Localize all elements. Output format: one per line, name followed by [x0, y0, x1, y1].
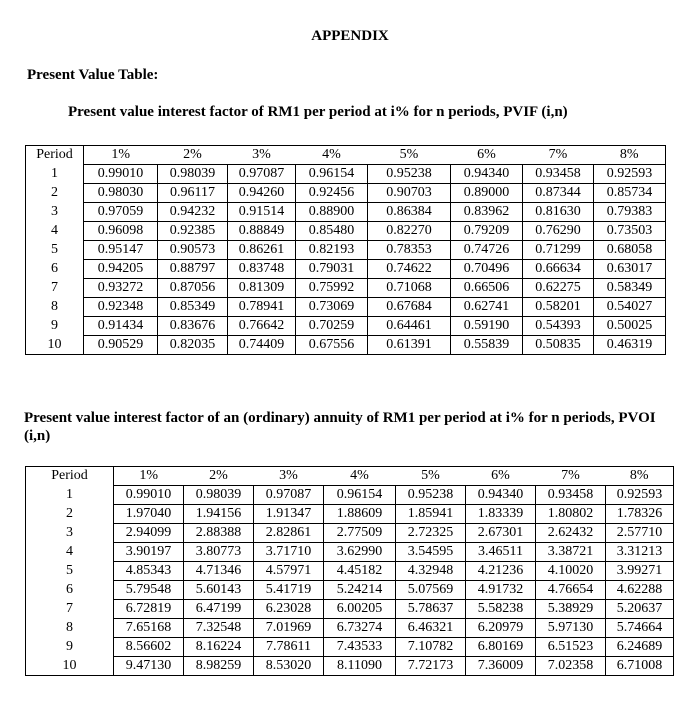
- factor-cell: 4.85343: [114, 562, 184, 581]
- factor-cell: 0.83748: [228, 260, 296, 279]
- factor-cell: 3.71710: [254, 543, 324, 562]
- factor-cell: 0.62741: [451, 298, 523, 317]
- factor-cell: 5.74664: [606, 619, 674, 638]
- factor-cell: 6.00205: [324, 600, 396, 619]
- factor-cell: 6.72819: [114, 600, 184, 619]
- rate-header: 7%: [523, 146, 594, 165]
- rate-header: 8%: [594, 146, 666, 165]
- factor-cell: 0.81309: [228, 279, 296, 298]
- table-row: [26, 505, 674, 524]
- table-row: [26, 298, 666, 317]
- factor-cell: 0.92348: [84, 298, 158, 317]
- rate-header: 4%: [324, 467, 396, 486]
- factor-cell: 0.76290: [523, 222, 594, 241]
- factor-cell: 9.47130: [114, 657, 184, 676]
- period-cell: 2: [26, 184, 84, 203]
- rate-header: 5%: [368, 146, 451, 165]
- factor-cell: 6.80169: [466, 638, 536, 657]
- factor-cell: 4.62288: [606, 581, 674, 600]
- factor-cell: 4.76654: [536, 581, 606, 600]
- factor-cell: 2.72325: [396, 524, 466, 543]
- factor-cell: 0.71068: [368, 279, 451, 298]
- factor-cell: 0.55839: [451, 336, 523, 355]
- period-header: Period: [26, 146, 84, 165]
- factor-cell: 7.65168: [114, 619, 184, 638]
- factor-cell: 0.95147: [84, 241, 158, 260]
- factor-cell: 5.79548: [114, 581, 184, 600]
- factor-cell: 2.77509: [324, 524, 396, 543]
- pvif-table: [25, 145, 666, 355]
- factor-cell: 0.82193: [296, 241, 368, 260]
- table-row: [26, 203, 666, 222]
- pvoi-table: [25, 466, 674, 676]
- factor-cell: 6.51523: [536, 638, 606, 657]
- factor-cell: 0.90703: [368, 184, 451, 203]
- factor-cell: 3.80773: [184, 543, 254, 562]
- rate-header: 1%: [114, 467, 184, 486]
- factor-cell: 2.82861: [254, 524, 324, 543]
- factor-cell: 0.50025: [594, 317, 666, 336]
- factor-cell: 0.66506: [451, 279, 523, 298]
- factor-cell: 0.50835: [523, 336, 594, 355]
- factor-cell: 3.54595: [396, 543, 466, 562]
- rate-header: 7%: [536, 467, 606, 486]
- factor-cell: 0.59190: [451, 317, 523, 336]
- table-row: [26, 638, 674, 657]
- factor-cell: 5.58238: [466, 600, 536, 619]
- factor-cell: 0.87056: [158, 279, 228, 298]
- period-cell: 6: [26, 581, 114, 600]
- rate-header: 3%: [228, 146, 296, 165]
- factor-cell: 7.10782: [396, 638, 466, 657]
- rate-header: 5%: [396, 467, 466, 486]
- factor-cell: 6.20979: [466, 619, 536, 638]
- factor-cell: 0.97059: [84, 203, 158, 222]
- factor-cell: 2.94099: [114, 524, 184, 543]
- pvif-table-caption: Present value interest factor of RM1 per period at i% for n periods, PVIF (i,n): [68, 104, 568, 120]
- period-cell: 3: [26, 524, 114, 543]
- factor-cell: 0.62275: [523, 279, 594, 298]
- period-cell: 1: [26, 165, 84, 184]
- period-cell: 3: [26, 203, 84, 222]
- factor-cell: 0.94340: [466, 486, 536, 505]
- factor-cell: 1.83339: [466, 505, 536, 524]
- table-header-row: [26, 146, 666, 165]
- factor-cell: 0.85734: [594, 184, 666, 203]
- factor-cell: 0.82270: [368, 222, 451, 241]
- factor-cell: 2.57710: [606, 524, 674, 543]
- factor-cell: 2.88388: [184, 524, 254, 543]
- factor-cell: 5.38929: [536, 600, 606, 619]
- rate-header: 3%: [254, 467, 324, 486]
- factor-cell: 7.01969: [254, 619, 324, 638]
- rate-header: 6%: [466, 467, 536, 486]
- period-cell: 10: [26, 657, 114, 676]
- period-cell: 7: [26, 279, 84, 298]
- factor-cell: 8.53020: [254, 657, 324, 676]
- factor-cell: 5.78637: [396, 600, 466, 619]
- factor-cell: 0.87344: [523, 184, 594, 203]
- factor-cell: 0.96154: [296, 165, 368, 184]
- table-row: [26, 336, 666, 355]
- factor-cell: 6.47199: [184, 600, 254, 619]
- period-cell: 4: [26, 543, 114, 562]
- page-title: APPENDIX: [311, 28, 389, 44]
- table-row: [26, 657, 674, 676]
- factor-cell: 6.24689: [606, 638, 674, 657]
- table-row: [26, 581, 674, 600]
- factor-cell: 0.86384: [368, 203, 451, 222]
- factor-cell: 6.46321: [396, 619, 466, 638]
- factor-cell: 0.93458: [523, 165, 594, 184]
- factor-cell: 2.67301: [466, 524, 536, 543]
- factor-cell: 1.78326: [606, 505, 674, 524]
- table-row: [26, 600, 674, 619]
- factor-cell: 1.88609: [324, 505, 396, 524]
- factor-cell: 5.24214: [324, 581, 396, 600]
- factor-cell: 0.74726: [451, 241, 523, 260]
- period-cell: 8: [26, 619, 114, 638]
- factor-cell: 1.91347: [254, 505, 324, 524]
- factor-cell: 0.93458: [536, 486, 606, 505]
- rate-header: 2%: [184, 467, 254, 486]
- factor-cell: 0.92385: [158, 222, 228, 241]
- factor-cell: 4.91732: [466, 581, 536, 600]
- factor-cell: 7.43533: [324, 638, 396, 657]
- rate-header: 6%: [451, 146, 523, 165]
- factor-cell: 7.36009: [466, 657, 536, 676]
- factor-cell: 0.70496: [451, 260, 523, 279]
- period-cell: 2: [26, 505, 114, 524]
- factor-cell: 4.32948: [396, 562, 466, 581]
- period-cell: 8: [26, 298, 84, 317]
- rate-header: 4%: [296, 146, 368, 165]
- factor-cell: 0.94260: [228, 184, 296, 203]
- factor-cell: 0.98039: [184, 486, 254, 505]
- factor-cell: 0.88797: [158, 260, 228, 279]
- table-row: [26, 165, 666, 184]
- factor-cell: 7.32548: [184, 619, 254, 638]
- factor-cell: 0.79031: [296, 260, 368, 279]
- factor-cell: 0.99010: [114, 486, 184, 505]
- factor-cell: 0.67684: [368, 298, 451, 317]
- factor-cell: 0.95238: [396, 486, 466, 505]
- factor-cell: 0.86261: [228, 241, 296, 260]
- factor-cell: 0.83676: [158, 317, 228, 336]
- factor-cell: 5.07569: [396, 581, 466, 600]
- period-cell: 1: [26, 486, 114, 505]
- factor-cell: 1.94156: [184, 505, 254, 524]
- factor-cell: 0.70259: [296, 317, 368, 336]
- factor-cell: 0.73069: [296, 298, 368, 317]
- factor-cell: 8.98259: [184, 657, 254, 676]
- factor-cell: 0.58201: [523, 298, 594, 317]
- period-header: Period: [26, 467, 114, 486]
- period-cell: 7: [26, 600, 114, 619]
- factor-cell: 6.23028: [254, 600, 324, 619]
- factor-cell: 3.62990: [324, 543, 396, 562]
- factor-cell: 0.92593: [606, 486, 674, 505]
- table-row: [26, 222, 666, 241]
- table-row: [26, 279, 666, 298]
- factor-cell: 0.95238: [368, 165, 451, 184]
- factor-cell: 0.85349: [158, 298, 228, 317]
- factor-cell: 0.74409: [228, 336, 296, 355]
- factor-cell: 0.67556: [296, 336, 368, 355]
- table-row: [26, 543, 674, 562]
- period-cell: 9: [26, 317, 84, 336]
- pvoi-table-caption: Present value interest factor of an (ordinary) annuity of RM1 per period at i% for n periods, PVOI (i,n): [24, 410, 656, 444]
- factor-cell: 0.91514: [228, 203, 296, 222]
- factor-cell: 0.90573: [158, 241, 228, 260]
- factor-cell: 3.31213: [606, 543, 674, 562]
- period-cell: 5: [26, 562, 114, 581]
- factor-cell: 0.75992: [296, 279, 368, 298]
- factor-cell: 0.81630: [523, 203, 594, 222]
- period-cell: 4: [26, 222, 84, 241]
- factor-cell: 0.93272: [84, 279, 158, 298]
- period-cell: 6: [26, 260, 84, 279]
- factor-cell: 3.46511: [466, 543, 536, 562]
- factor-cell: 0.88849: [228, 222, 296, 241]
- factor-cell: 4.10020: [536, 562, 606, 581]
- factor-cell: 0.79383: [594, 203, 666, 222]
- factor-cell: 0.98030: [84, 184, 158, 203]
- factor-cell: 0.92593: [594, 165, 666, 184]
- period-cell: 5: [26, 241, 84, 260]
- table-row: [26, 260, 666, 279]
- factor-cell: 0.78941: [228, 298, 296, 317]
- factor-cell: 0.94232: [158, 203, 228, 222]
- factor-cell: 0.66634: [523, 260, 594, 279]
- factor-cell: 0.46319: [594, 336, 666, 355]
- factor-cell: 7.02358: [536, 657, 606, 676]
- factor-cell: 4.57971: [254, 562, 324, 581]
- factor-cell: 0.58349: [594, 279, 666, 298]
- factor-cell: 1.97040: [114, 505, 184, 524]
- factor-cell: 0.94205: [84, 260, 158, 279]
- factor-cell: 1.80802: [536, 505, 606, 524]
- factor-cell: 7.78611: [254, 638, 324, 657]
- factor-cell: 0.74622: [368, 260, 451, 279]
- factor-cell: 0.88900: [296, 203, 368, 222]
- factor-cell: 0.96154: [324, 486, 396, 505]
- factor-cell: 0.73503: [594, 222, 666, 241]
- factor-cell: 4.21236: [466, 562, 536, 581]
- factor-cell: 8.56602: [114, 638, 184, 657]
- rate-header: 2%: [158, 146, 228, 165]
- factor-cell: 0.78353: [368, 241, 451, 260]
- rate-header: 1%: [84, 146, 158, 165]
- factor-cell: 3.99271: [606, 562, 674, 581]
- factor-cell: 0.54393: [523, 317, 594, 336]
- factor-cell: 8.11090: [324, 657, 396, 676]
- factor-cell: 0.82035: [158, 336, 228, 355]
- table-row: [26, 524, 674, 543]
- factor-cell: 0.64461: [368, 317, 451, 336]
- factor-cell: 0.99010: [84, 165, 158, 184]
- factor-cell: 0.63017: [594, 260, 666, 279]
- factor-cell: 7.72173: [396, 657, 466, 676]
- factor-cell: 0.97087: [254, 486, 324, 505]
- factor-cell: 3.90197: [114, 543, 184, 562]
- factor-cell: 0.89000: [451, 184, 523, 203]
- factor-cell: 0.96117: [158, 184, 228, 203]
- table-header-row: [26, 467, 674, 486]
- factor-cell: 5.41719: [254, 581, 324, 600]
- factor-cell: 5.20637: [606, 600, 674, 619]
- factor-cell: 8.16224: [184, 638, 254, 657]
- table-row: [26, 486, 674, 505]
- factor-cell: 0.96098: [84, 222, 158, 241]
- factor-cell: 0.90529: [84, 336, 158, 355]
- factor-cell: 3.38721: [536, 543, 606, 562]
- section-heading: Present Value Table:: [27, 67, 159, 83]
- factor-cell: 4.71346: [184, 562, 254, 581]
- factor-cell: 0.92456: [296, 184, 368, 203]
- table-row: [26, 317, 666, 336]
- factor-cell: 0.97087: [228, 165, 296, 184]
- factor-cell: 2.62432: [536, 524, 606, 543]
- table-row: [26, 562, 674, 581]
- period-cell: 10: [26, 336, 84, 355]
- factor-cell: 5.60143: [184, 581, 254, 600]
- factor-cell: 0.85480: [296, 222, 368, 241]
- table-row: [26, 241, 666, 260]
- factor-cell: 0.54027: [594, 298, 666, 317]
- factor-cell: 0.91434: [84, 317, 158, 336]
- factor-cell: 0.76642: [228, 317, 296, 336]
- rate-header: 8%: [606, 467, 674, 486]
- factor-cell: 6.71008: [606, 657, 674, 676]
- period-cell: 9: [26, 638, 114, 657]
- factor-cell: 5.97130: [536, 619, 606, 638]
- factor-cell: 0.71299: [523, 241, 594, 260]
- factor-cell: 4.45182: [324, 562, 396, 581]
- factor-cell: 6.73274: [324, 619, 396, 638]
- factor-cell: 0.83962: [451, 203, 523, 222]
- factor-cell: 0.79209: [451, 222, 523, 241]
- factor-cell: 0.61391: [368, 336, 451, 355]
- factor-cell: 0.94340: [451, 165, 523, 184]
- factor-cell: 1.85941: [396, 505, 466, 524]
- factor-cell: 0.68058: [594, 241, 666, 260]
- table-row: [26, 619, 674, 638]
- table-row: [26, 184, 666, 203]
- factor-cell: 0.98039: [158, 165, 228, 184]
